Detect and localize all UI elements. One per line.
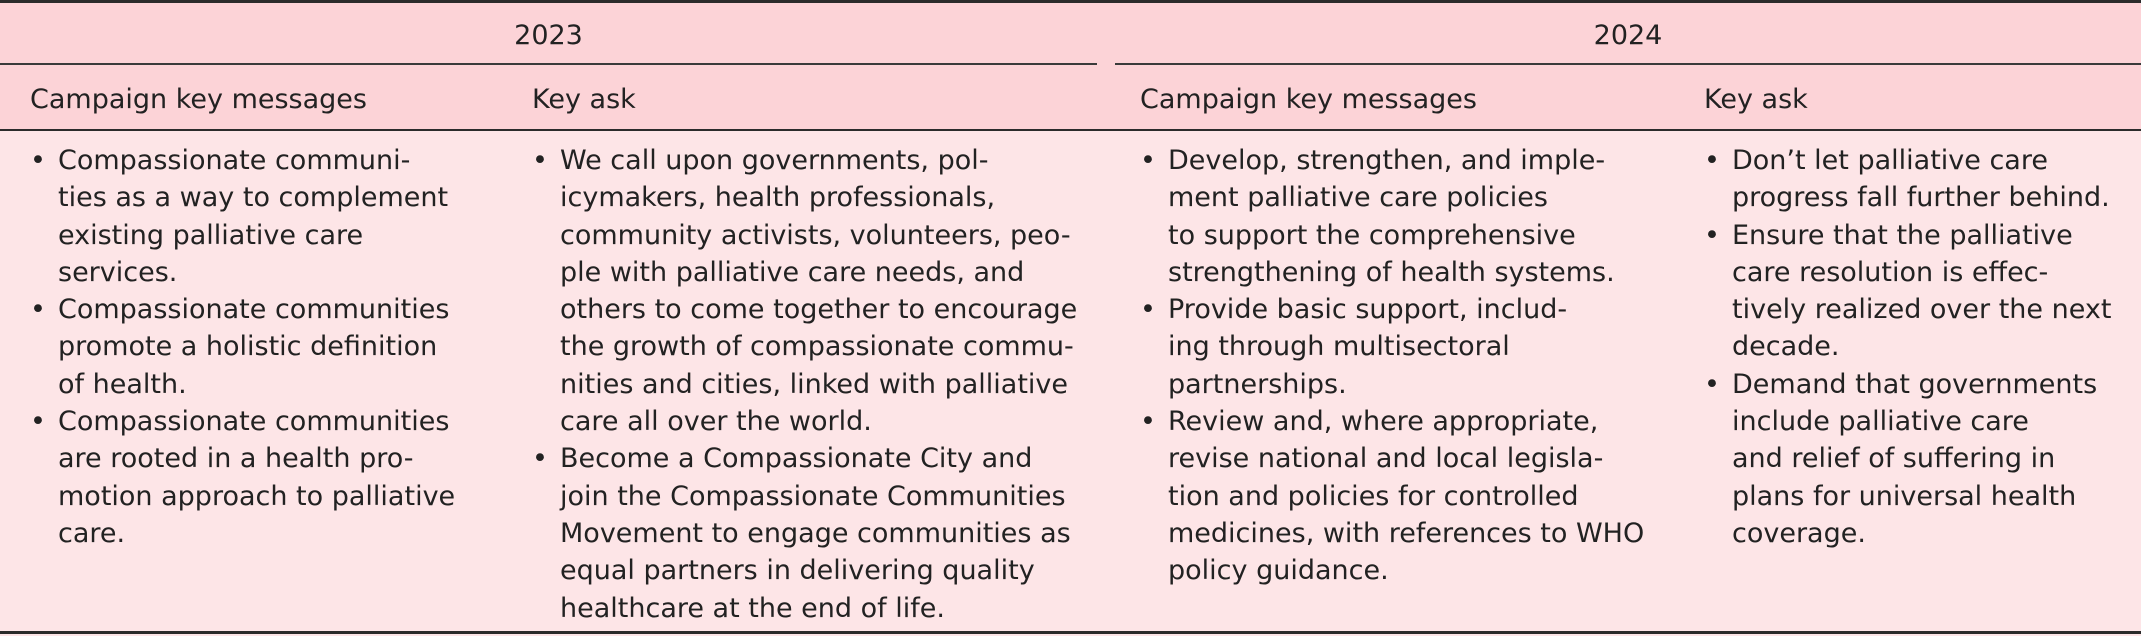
list-item-text-line: Develop, strengthen, and imple- [1168, 145, 1606, 176]
list-item-text-line: plans for universal health [1732, 480, 2077, 512]
list-item-text-line: care. [58, 517, 126, 549]
list-item-text-line: healthcare at the end of life. [560, 592, 945, 624]
cell-2023-key-ask [532, 142, 1078, 627]
list-item [1704, 142, 2134, 217]
list-item-text-line: Don’t let palliative care [1732, 145, 2048, 176]
list-item [1704, 366, 2134, 552]
bullet-icon: • [1704, 368, 1720, 400]
list-item-text-line: care all over the world. [560, 406, 872, 438]
list-item-text-line: icymakers, health professionals, [560, 182, 996, 214]
list-item-text-line: the growth of compassionate commu- [560, 331, 1074, 363]
list-item-text-line: ple with palliative care needs, and [560, 256, 1025, 288]
list-item [30, 403, 500, 552]
list-item [1140, 403, 1645, 589]
bullet-icon: • [1704, 219, 1720, 251]
list-item-text-line: Compassionate communities [58, 406, 450, 438]
list-item [30, 291, 500, 403]
bullet-icon: • [30, 294, 46, 326]
list-item [1140, 291, 1630, 403]
list-item-text-line: equal partners in delivering quality [560, 555, 1035, 587]
year-2023-rule [0, 63, 1097, 65]
list-item-text-line: Compassionate communities [58, 294, 450, 326]
list-item-text-line: medicines, with references to WHO [1168, 517, 1645, 549]
list-item [532, 142, 1078, 440]
year-label-2023: 2023 [514, 20, 583, 51]
list-item-text-line: Review and, where appropriate, [1168, 406, 1599, 438]
list-item-text-line: Compassionate communi- [58, 145, 411, 176]
list-item-text-line: Demand that governments [1732, 368, 2098, 400]
list-item-text-line: promote a holistic definition [58, 331, 438, 363]
bullet-icon: • [532, 145, 548, 176]
list-item-text-line: policy guidance. [1168, 555, 1389, 587]
header-2024-key-ask: Key ask [1704, 84, 1808, 115]
list-item-text-line: tively realized over the next [1732, 294, 2112, 326]
list-item-text-line: coverage. [1732, 517, 1866, 549]
list-item-text-line: to support the comprehensive [1168, 219, 1576, 251]
bullet-icon: • [532, 443, 548, 475]
header-2024-campaign-key-messages: Campaign key messages [1140, 84, 1477, 115]
header-bottom-rule [0, 129, 2141, 131]
list-item-text-line: join the Compassionate Communities [560, 480, 1066, 512]
list-item [1140, 142, 1630, 291]
list-item-text-line: existing palliative care [58, 219, 364, 251]
list-item-text-line: and relief of suffering in [1732, 443, 2056, 475]
bullet-icon: • [1140, 406, 1156, 438]
cell-2024-campaign-key-messages [1140, 142, 1645, 590]
list-item [1704, 217, 2134, 366]
list-item-text-line: Ensure that the palliative [1732, 219, 2073, 251]
list-item-text-line: community activists, volunteers, peo- [560, 219, 1071, 251]
cell-2023-campaign-key-messages [30, 142, 500, 552]
list-item-text-line: revise national and local legisla- [1168, 443, 1604, 475]
list-item-text-line: progress fall further behind. [1732, 182, 2110, 214]
header-2023-key-ask: Key ask [532, 84, 636, 115]
list-item-text-line: ties as a way to complement [58, 182, 449, 214]
bullet-icon: • [1140, 294, 1156, 326]
bullet-icon: • [30, 406, 46, 438]
list-item-text-line: nities and cities, linked with palliative [560, 368, 1069, 400]
table-bottom-rule [0, 631, 2141, 634]
year-label-2024: 2024 [1593, 20, 1663, 51]
list-item-text-line: care resolution is effec- [1732, 256, 2049, 288]
list-item-text-line: are rooted in a health pro- [58, 443, 414, 475]
list-item-text-line: partnerships. [1168, 368, 1347, 400]
table-top-rule [0, 0, 2141, 3]
list-item-text-line: Movement to engage communities as [560, 517, 1071, 549]
list-item-text-line: motion approach to palliative [58, 480, 456, 512]
bullet-icon: • [30, 145, 46, 176]
list-item [532, 440, 1072, 626]
list-item-text-line: ment palliative care policies [1168, 182, 1548, 214]
bullet-icon: • [1140, 145, 1156, 176]
cell-2024-key-ask [1704, 142, 2134, 552]
list-item-text-line: services. [58, 256, 178, 288]
header-2023-campaign-key-messages: Campaign key messages [30, 84, 367, 115]
list-item-text-line: ing through multisectoral [1168, 331, 1510, 363]
list-item-text-line: of health. [58, 368, 187, 400]
list-item-text-line: include palliative care [1732, 406, 2029, 438]
list-item-text-line: others to come together to encourage [560, 294, 1078, 326]
list-item-text-line: We call upon governments, pol- [560, 145, 989, 176]
list-item-text-line: strengthening of health systems. [1168, 256, 1615, 288]
year-2024-rule [1115, 63, 2141, 65]
list-item-text-line: tion and policies for controlled [1168, 480, 1579, 512]
list-item-text-line: Provide basic support, includ- [1168, 294, 1568, 326]
bullet-icon: • [1704, 145, 1720, 176]
list-item-text-line: Become a Compassionate City and [560, 443, 1033, 475]
list-item-text-line: decade. [1732, 331, 1840, 363]
list-item [30, 142, 500, 291]
